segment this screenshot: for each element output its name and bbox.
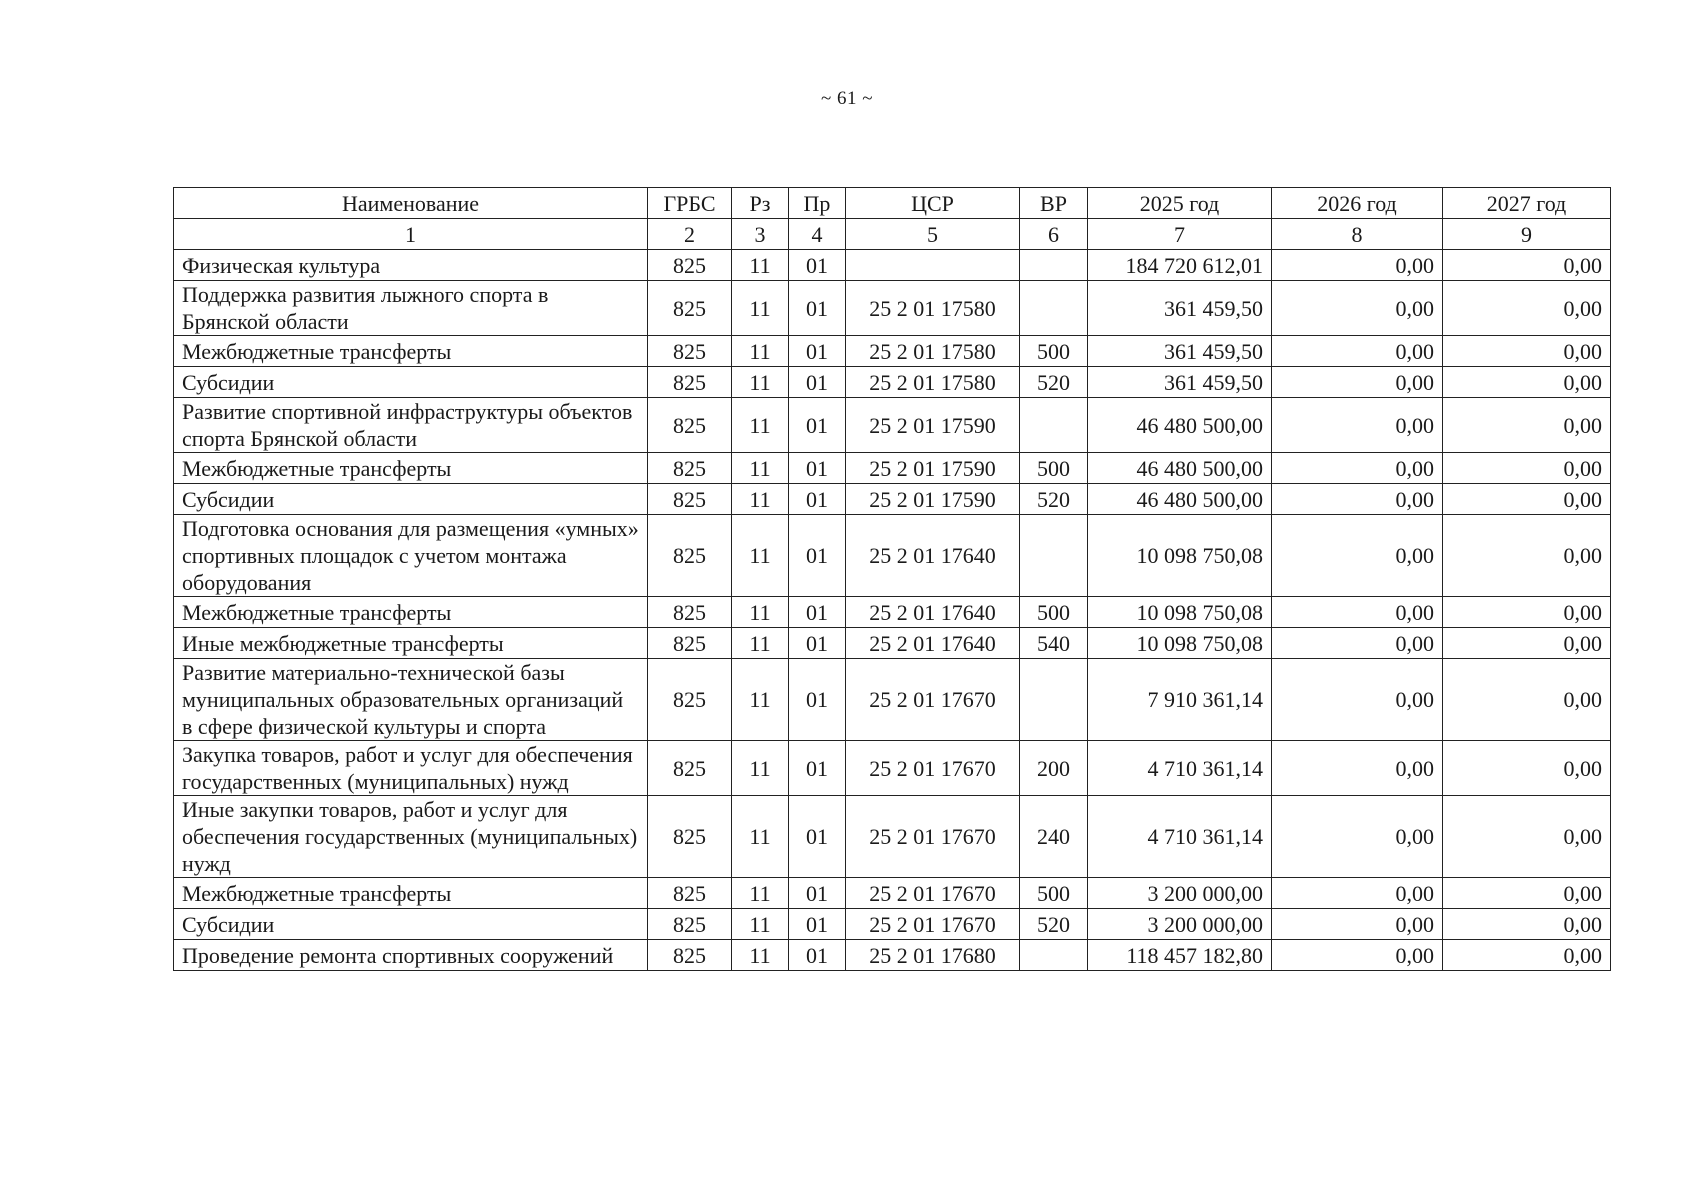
header-grbs: ГРБС (648, 188, 732, 219)
cell-vr (1020, 281, 1088, 336)
cell-2026: 0,00 (1272, 659, 1443, 741)
cell-vr: 540 (1020, 628, 1088, 659)
cell-vr: 500 (1020, 878, 1088, 909)
budget-table (173, 187, 1611, 971)
column-number: 6 (1020, 219, 1088, 250)
cell-rz: 11 (732, 659, 789, 741)
cell-name: Субсидии (174, 909, 648, 940)
cell-pr: 01 (789, 909, 846, 940)
cell-grbs: 825 (648, 484, 732, 515)
cell-pr: 01 (789, 628, 846, 659)
cell-vr (1020, 659, 1088, 741)
table-row (174, 398, 1611, 453)
table-row (174, 281, 1611, 336)
cell-vr: 500 (1020, 597, 1088, 628)
cell-2027: 0,00 (1443, 250, 1611, 281)
table-row (174, 741, 1611, 796)
cell-csr: 25 2 01 17590 (846, 484, 1020, 515)
cell-2026: 0,00 (1272, 796, 1443, 878)
cell-rz: 11 (732, 909, 789, 940)
cell-vr: 500 (1020, 336, 1088, 367)
cell-csr: 25 2 01 17580 (846, 336, 1020, 367)
cell-2025: 46 480 500,00 (1088, 398, 1272, 453)
cell-2026: 0,00 (1272, 484, 1443, 515)
column-number: 7 (1088, 219, 1272, 250)
cell-grbs: 825 (648, 398, 732, 453)
cell-grbs: 825 (648, 281, 732, 336)
cell-name: Физическая культура (174, 250, 648, 281)
cell-2027: 0,00 (1443, 484, 1611, 515)
cell-2026: 0,00 (1272, 597, 1443, 628)
cell-2026: 0,00 (1272, 628, 1443, 659)
cell-name: Закупка товаров, работ и услуг для обеспечения государственных (муниципальных) нужд (174, 741, 648, 796)
cell-rz: 11 (732, 796, 789, 878)
cell-rz: 11 (732, 628, 789, 659)
header-2026: 2026 год (1272, 188, 1443, 219)
cell-2025: 4 710 361,14 (1088, 796, 1272, 878)
column-number: 9 (1443, 219, 1611, 250)
cell-2025: 3 200 000,00 (1088, 878, 1272, 909)
cell-pr: 01 (789, 398, 846, 453)
cell-vr (1020, 515, 1088, 597)
cell-vr (1020, 940, 1088, 971)
cell-vr: 520 (1020, 484, 1088, 515)
cell-2026: 0,00 (1272, 281, 1443, 336)
cell-rz: 11 (732, 250, 789, 281)
cell-2027: 0,00 (1443, 659, 1611, 741)
cell-rz: 11 (732, 515, 789, 597)
cell-2026: 0,00 (1272, 453, 1443, 484)
table-row (174, 484, 1611, 515)
cell-vr: 500 (1020, 453, 1088, 484)
cell-name: Развитие материально-технической базы муниципальных образовательных организаций в сфере физической культуры и спорта (174, 659, 648, 741)
cell-2027: 0,00 (1443, 909, 1611, 940)
cell-name: Развитие спортивной инфраструктуры объектов спорта Брянской области (174, 398, 648, 453)
column-number-row (174, 219, 1611, 250)
cell-2027: 0,00 (1443, 336, 1611, 367)
table-row (174, 878, 1611, 909)
cell-2026: 0,00 (1272, 250, 1443, 281)
cell-csr: 25 2 01 17590 (846, 453, 1020, 484)
cell-csr: 25 2 01 17640 (846, 515, 1020, 597)
cell-pr: 01 (789, 597, 846, 628)
column-number: 1 (174, 219, 648, 250)
table-row (174, 453, 1611, 484)
cell-csr: 25 2 01 17640 (846, 628, 1020, 659)
cell-2027: 0,00 (1443, 878, 1611, 909)
cell-rz: 11 (732, 453, 789, 484)
cell-grbs: 825 (648, 250, 732, 281)
cell-grbs: 825 (648, 909, 732, 940)
cell-vr (1020, 250, 1088, 281)
cell-2025: 4 710 361,14 (1088, 741, 1272, 796)
cell-pr: 01 (789, 367, 846, 398)
cell-pr: 01 (789, 659, 846, 741)
cell-2027: 0,00 (1443, 940, 1611, 971)
table-row (174, 909, 1611, 940)
cell-grbs: 825 (648, 453, 732, 484)
cell-2026: 0,00 (1272, 515, 1443, 597)
cell-name: Межбюджетные трансферты (174, 878, 648, 909)
cell-rz: 11 (732, 336, 789, 367)
cell-2025: 118 457 182,80 (1088, 940, 1272, 971)
page-number: ~ 61 ~ (820, 88, 874, 109)
cell-name: Субсидии (174, 484, 648, 515)
cell-csr: 25 2 01 17670 (846, 909, 1020, 940)
cell-2027: 0,00 (1443, 628, 1611, 659)
cell-csr: 25 2 01 17670 (846, 878, 1020, 909)
header-vr: ВР (1020, 188, 1088, 219)
cell-vr: 520 (1020, 367, 1088, 398)
cell-pr: 01 (789, 336, 846, 367)
cell-grbs: 825 (648, 367, 732, 398)
cell-2025: 10 098 750,08 (1088, 628, 1272, 659)
cell-csr: 25 2 01 17670 (846, 659, 1020, 741)
cell-grbs: 825 (648, 878, 732, 909)
cell-pr: 01 (789, 515, 846, 597)
cell-rz: 11 (732, 398, 789, 453)
cell-vr: 520 (1020, 909, 1088, 940)
cell-name: Иные закупки товаров, работ и услуг для обеспечения государственных (муниципальных) нужд (174, 796, 648, 878)
cell-2025: 184 720 612,01 (1088, 250, 1272, 281)
cell-vr: 240 (1020, 796, 1088, 878)
column-number: 8 (1272, 219, 1443, 250)
cell-2025: 7 910 361,14 (1088, 659, 1272, 741)
cell-csr: 25 2 01 17680 (846, 940, 1020, 971)
cell-name: Субсидии (174, 367, 648, 398)
header-rz: Рз (732, 188, 789, 219)
cell-rz: 11 (732, 741, 789, 796)
cell-csr: 25 2 01 17670 (846, 796, 1020, 878)
cell-csr: 25 2 01 17590 (846, 398, 1020, 453)
column-number: 4 (789, 219, 846, 250)
header-row (174, 188, 1611, 219)
cell-grbs: 825 (648, 515, 732, 597)
table-body (174, 250, 1611, 971)
cell-2026: 0,00 (1272, 940, 1443, 971)
cell-csr: 25 2 01 17580 (846, 367, 1020, 398)
cell-2027: 0,00 (1443, 741, 1611, 796)
table-row (174, 659, 1611, 741)
header-2027: 2027 год (1443, 188, 1611, 219)
cell-rz: 11 (732, 367, 789, 398)
cell-csr: 25 2 01 17640 (846, 597, 1020, 628)
table-row (174, 250, 1611, 281)
cell-2026: 0,00 (1272, 909, 1443, 940)
cell-name: Поддержка развития лыжного спорта в Брянской области (174, 281, 648, 336)
cell-rz: 11 (732, 281, 789, 336)
cell-2027: 0,00 (1443, 597, 1611, 628)
cell-2025: 46 480 500,00 (1088, 484, 1272, 515)
cell-grbs: 825 (648, 741, 732, 796)
cell-name: Подготовка основания для размещения «умных» спортивных площадок с учетом монтажа оборудования (174, 515, 648, 597)
table-row (174, 940, 1611, 971)
cell-2027: 0,00 (1443, 367, 1611, 398)
cell-vr: 200 (1020, 741, 1088, 796)
cell-2027: 0,00 (1443, 398, 1611, 453)
cell-pr: 01 (789, 484, 846, 515)
cell-rz: 11 (732, 597, 789, 628)
header-csr: ЦСР (846, 188, 1020, 219)
cell-name: Межбюджетные трансферты (174, 453, 648, 484)
table-row (174, 597, 1611, 628)
cell-grbs: 825 (648, 940, 732, 971)
cell-name: Иные межбюджетные трансферты (174, 628, 648, 659)
table-row (174, 367, 1611, 398)
cell-2027: 0,00 (1443, 515, 1611, 597)
cell-rz: 11 (732, 484, 789, 515)
cell-csr: 25 2 01 17580 (846, 281, 1020, 336)
column-number: 3 (732, 219, 789, 250)
cell-2027: 0,00 (1443, 281, 1611, 336)
header-name: Наименование (174, 188, 648, 219)
cell-pr: 01 (789, 878, 846, 909)
cell-2026: 0,00 (1272, 878, 1443, 909)
cell-2025: 361 459,50 (1088, 281, 1272, 336)
table-row (174, 796, 1611, 878)
cell-2025: 46 480 500,00 (1088, 453, 1272, 484)
cell-csr (846, 250, 1020, 281)
column-number: 5 (846, 219, 1020, 250)
cell-pr: 01 (789, 741, 846, 796)
cell-csr: 25 2 01 17670 (846, 741, 1020, 796)
cell-2026: 0,00 (1272, 398, 1443, 453)
cell-2025: 10 098 750,08 (1088, 597, 1272, 628)
cell-rz: 11 (732, 878, 789, 909)
table-row (174, 628, 1611, 659)
cell-grbs: 825 (648, 336, 732, 367)
cell-2025: 10 098 750,08 (1088, 515, 1272, 597)
cell-2027: 0,00 (1443, 796, 1611, 878)
table-row (174, 515, 1611, 597)
table-row (174, 336, 1611, 367)
cell-grbs: 825 (648, 628, 732, 659)
cell-2025: 361 459,50 (1088, 367, 1272, 398)
cell-pr: 01 (789, 250, 846, 281)
cell-2025: 361 459,50 (1088, 336, 1272, 367)
cell-grbs: 825 (648, 659, 732, 741)
cell-pr: 01 (789, 453, 846, 484)
cell-2027: 0,00 (1443, 453, 1611, 484)
cell-name: Проведение ремонта спортивных сооружений (174, 940, 648, 971)
cell-pr: 01 (789, 281, 846, 336)
cell-pr: 01 (789, 796, 846, 878)
cell-2026: 0,00 (1272, 336, 1443, 367)
cell-grbs: 825 (648, 796, 732, 878)
column-number: 2 (648, 219, 732, 250)
cell-name: Межбюджетные трансферты (174, 336, 648, 367)
cell-name: Межбюджетные трансферты (174, 597, 648, 628)
cell-2025: 3 200 000,00 (1088, 909, 1272, 940)
header-2025: 2025 год (1088, 188, 1272, 219)
cell-grbs: 825 (648, 597, 732, 628)
cell-2026: 0,00 (1272, 367, 1443, 398)
cell-rz: 11 (732, 940, 789, 971)
cell-2026: 0,00 (1272, 741, 1443, 796)
header-pr: Пр (789, 188, 846, 219)
cell-pr: 01 (789, 940, 846, 971)
cell-vr (1020, 398, 1088, 453)
